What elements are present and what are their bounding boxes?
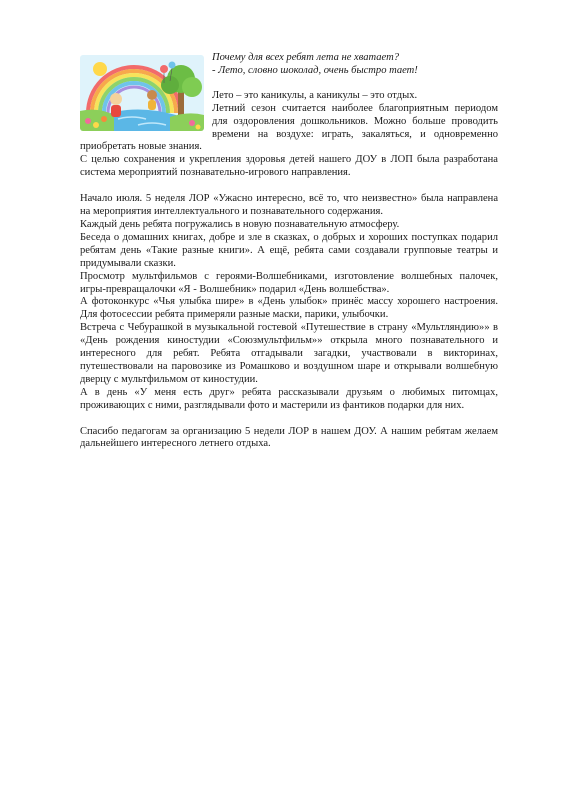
week-paragraph-1: Начало июля. 5 неделя ЛОР «Ужасно интересно, всё то, что неизвестно» была направлена на мероприятия интеллектуального и познавательного содержания. — [80, 193, 498, 218]
document-body — [80, 52, 498, 451]
epigraph-line-1: Почему для всех ребят лета не хватает? — [212, 52, 399, 63]
week-paragraph-7: А в день «У меня есть друг» ребята рассказывали друзьям о любимых питомцах, проживающих с ними, разглядывали фото и мастерили из фантиков подарки для них. — [80, 386, 498, 411]
week-paragraph-5: А фотоконкурс «Чья улыбка шире» в «День улыбок» принёс массу хорошего настроения. Для фотосессии ребята примеряли разные маски, парики, улыбочки. — [80, 296, 498, 321]
closing-paragraph: Спасибо педагогам за организацию 5 недели ЛОР в нашем ДОУ. А нашим ребятам желаем дальнейшего интересного летнего отдыха. — [80, 425, 498, 450]
week-paragraph-2: Каждый день ребята погружались в новую познавательную атмосферу. — [80, 218, 400, 230]
summer-cartoon-illustration — [80, 55, 204, 131]
week-paragraph-6: Встреча с Чебурашкой в музыкальной гостевой «Путешествие в страну «Мультляндию»» в «День рождения киностудии «Союзмультфильм»» открыла много познавательного и интересного для ребят. Ребята отгадывали загадки, участвовали в викторинах, путешествовали на паровозике из Ромашково и воздушном шаре и открывали волшебную дверцу с мультфильмом от киностудии. — [80, 322, 498, 385]
intro-paragraph-1: Лето – это каникулы, а каникулы – это отдых. — [212, 89, 418, 101]
week-paragraph-4: Просмотр мультфильмов с героями-Волшебниками, изготовление волшебных палочек, игры-превращалочки «Я - Волшебник» подарил «День волшебства». — [80, 270, 498, 295]
intro-paragraph-2: Летний сезон считается наиболее благоприятным периодом для оздоровления дошкольников. Можно больше проводить времени на воздухе: играть, закаляться, и одновременно приобретать новые знания. — [80, 102, 498, 153]
epigraph-line-2: - Лето, словно шоколад, очень быстро тает! — [212, 64, 418, 76]
week-paragraph-3: Беседа о домашних книгах, добре и зле в сказках, о добрых и хороших поступках подарил ребятам день «Такие разные книги». А ещё, ребята сами создавали групповые театры и придумывали сказки. — [80, 231, 498, 269]
intro-paragraph-3: С целью сохранения и укрепления здоровья детей нашего ДОУ в ЛОП была разработана система мероприятий познавательно-игрового направления. — [80, 154, 498, 179]
